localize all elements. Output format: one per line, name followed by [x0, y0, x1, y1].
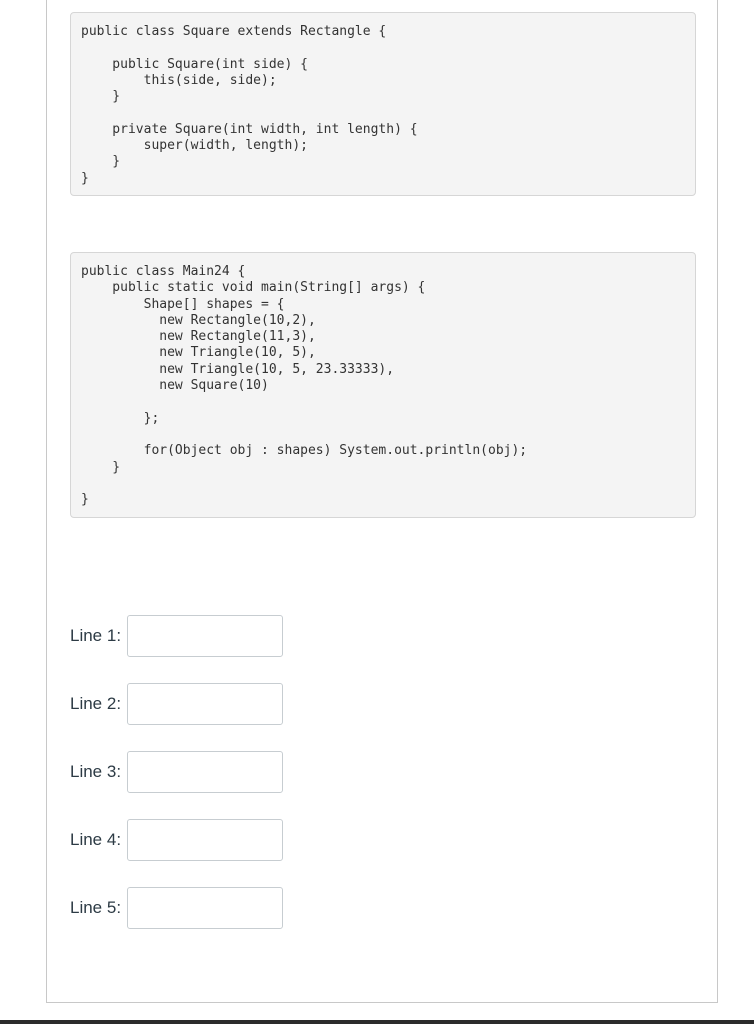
- answer-row-line-2: [70, 683, 283, 725]
- line-4-answer-input[interactable]: [127, 819, 283, 861]
- code-line: this(side, side);: [81, 72, 277, 88]
- code-line: }: [81, 459, 121, 475]
- code-block-square: [70, 12, 696, 196]
- answer-row-line-5: [70, 887, 283, 929]
- line-2-answer-input[interactable]: [127, 683, 283, 725]
- line-5-answer-input[interactable]: [127, 887, 283, 929]
- code-block-main24: [70, 252, 696, 518]
- code-line: private Square(int width, int length) {: [81, 121, 418, 137]
- answer-label: Line 5:: [70, 898, 122, 917]
- answer-row-line-3: [70, 751, 283, 793]
- code-line: public static void main(String[] args) {: [81, 280, 426, 296]
- code-line: }: [81, 170, 89, 186]
- code-line: }: [81, 89, 121, 105]
- code-line: new Triangle(10, 5, 23.33333),: [81, 361, 395, 377]
- answer-row-line-1: [70, 615, 283, 657]
- code-line: [81, 427, 695, 443]
- code-line: public class Square extends Rectangle {: [81, 24, 387, 39]
- answer-label: Line 2:: [70, 694, 122, 713]
- code-line: new Square(10): [81, 378, 269, 394]
- line-3-answer-input[interactable]: [127, 751, 283, 793]
- code-line: new Rectangle(10,2),: [81, 312, 316, 328]
- code-line: };: [81, 410, 160, 426]
- code-line: for(Object obj : shapes) System.out.println(obj);: [81, 443, 528, 459]
- code-line: }: [81, 154, 121, 170]
- code-line: new Triangle(10, 5),: [81, 345, 316, 361]
- code-line: super(width, length);: [81, 138, 308, 154]
- bottom-bar: [0, 1020, 754, 1024]
- code-line: new Rectangle(11,3),: [81, 329, 316, 345]
- code-line: [81, 40, 695, 56]
- code-line: public class Main24 {: [81, 264, 246, 279]
- line-1-answer-input[interactable]: [127, 615, 283, 657]
- answer-label: Line 3:: [70, 762, 122, 781]
- code-line: public Square(int side) {: [81, 56, 308, 72]
- code-line: Shape[] shapes = {: [81, 296, 285, 312]
- code-line: [81, 394, 695, 410]
- code-line: [81, 105, 695, 121]
- code-line: [81, 476, 695, 492]
- code-line: }: [81, 492, 89, 508]
- answer-label: Line 1:: [70, 626, 122, 645]
- answer-row-line-4: [70, 819, 283, 861]
- answer-label: Line 4:: [70, 830, 122, 849]
